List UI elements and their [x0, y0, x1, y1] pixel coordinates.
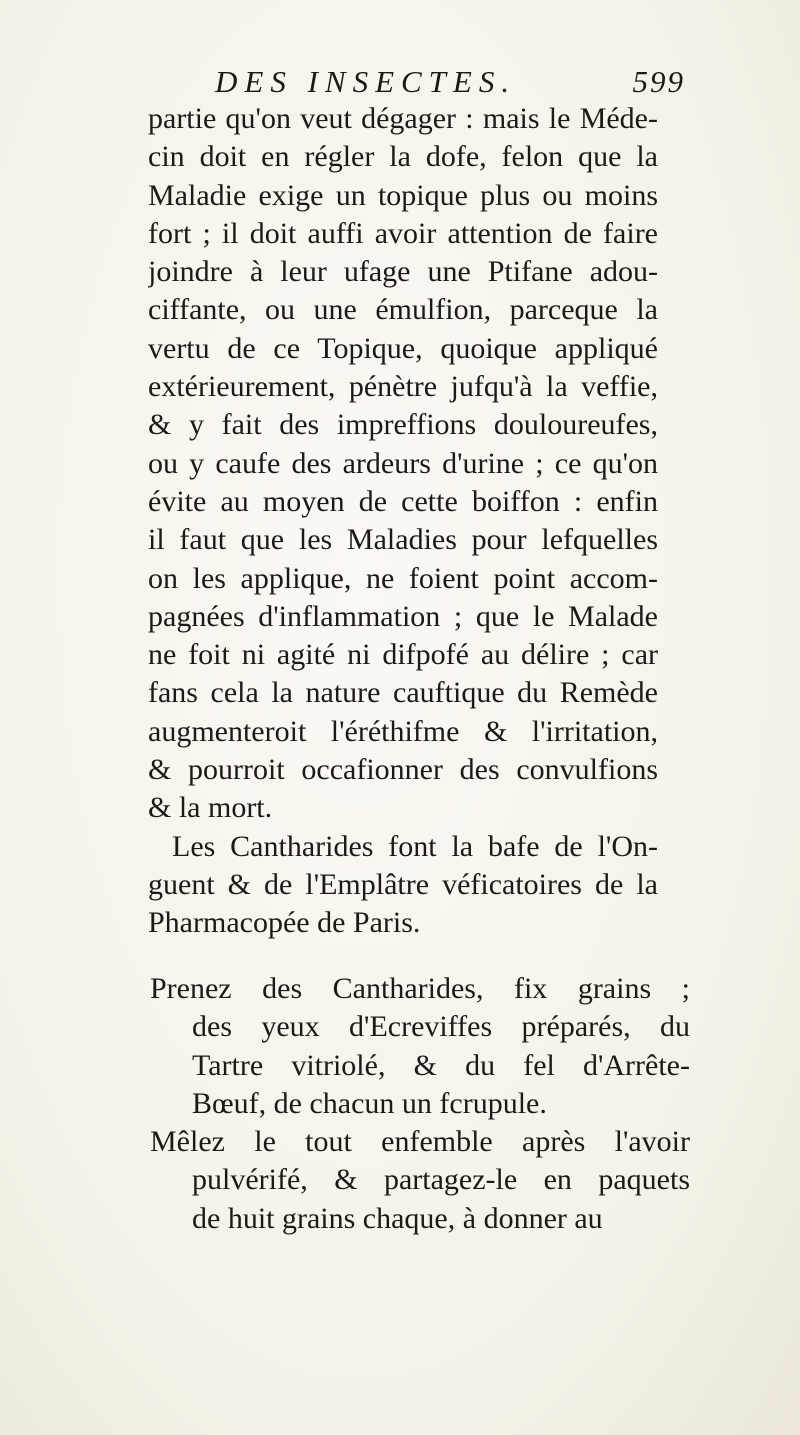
text-line: & la mort. — [148, 791, 273, 825]
recipe-line: Prenez des Cantharides, fix grains ; — [150, 972, 690, 1005]
page-number: 599 — [632, 64, 685, 99]
text-line: partie qu'on veut dégager : mais le Méde- — [148, 102, 658, 135]
text-line: ne foit ni agité ni difpofé au délire ; car — [148, 638, 658, 672]
text-line: fort ; il doit auffi avoir attention de faire — [148, 216, 658, 250]
text-line: joindre à leur ufage une Ptifane adou- — [148, 255, 658, 289]
recipe-line: pulvérifé, & partagez-le en paquets — [192, 1163, 690, 1197]
main-text — [148, 100, 658, 943]
text-line: & y fait des impreffions douloureufes, — [148, 408, 658, 442]
running-title: DES INSECTES. — [215, 64, 517, 99]
page-header — [215, 64, 685, 104]
text-line: ou y caufe des ardeurs d'urine ; ce qu'on — [148, 446, 658, 480]
text-line: évite au moyen de cette boiffon : enfin — [148, 484, 658, 518]
recipe-line: de huit grains chaque, à donner au — [192, 1201, 603, 1235]
text-line: vertu de ce Topique, quoique appliqué — [148, 331, 658, 365]
recipe-line: des yeux d'Ecreviffes préparés, du — [192, 1010, 690, 1044]
text-line: fans cela la nature cauftique du Remède — [148, 676, 658, 710]
recipe-line: Bœuf, de chacun un fcrupule. — [192, 1086, 547, 1120]
recipe-line: Tartre vitriolé, & du fel d'Arrête- — [192, 1048, 690, 1082]
text-line: Pharmacopée de Paris. — [148, 906, 421, 940]
text-line: pagnées d'inflammation ; que le Malade — [148, 599, 658, 633]
text-line: guent & de l'Emplâtre véficatoires de la — [148, 867, 658, 901]
text-line: Maladie exige un topique plus ou moins — [148, 178, 658, 212]
recipe-line: Mêlez le tout enfemble après l'avoir — [150, 1125, 690, 1159]
text-line: extérieurement, pénètre jufqu'à la veffie, — [148, 370, 658, 404]
recipe-block — [150, 970, 690, 1238]
text-line: ciffante, ou une émulfion, parceque la — [148, 293, 658, 327]
paragraph-2 — [148, 828, 658, 943]
paragraph-1 — [148, 100, 658, 828]
text-line: il faut que les Maladies pour lefquelles — [148, 523, 658, 557]
text-line: & pourroit occafionner des convulfions — [148, 753, 658, 787]
text-line: augmenteroit l'éréthifme & l'irritation, — [148, 714, 658, 748]
text-line: cin doit en régler la dofe, felon que la — [148, 140, 658, 174]
text-line: Les Cantharides font la bafe de l'On- — [172, 829, 658, 863]
text-line: on les applique, ne foient point accom- — [148, 561, 658, 595]
